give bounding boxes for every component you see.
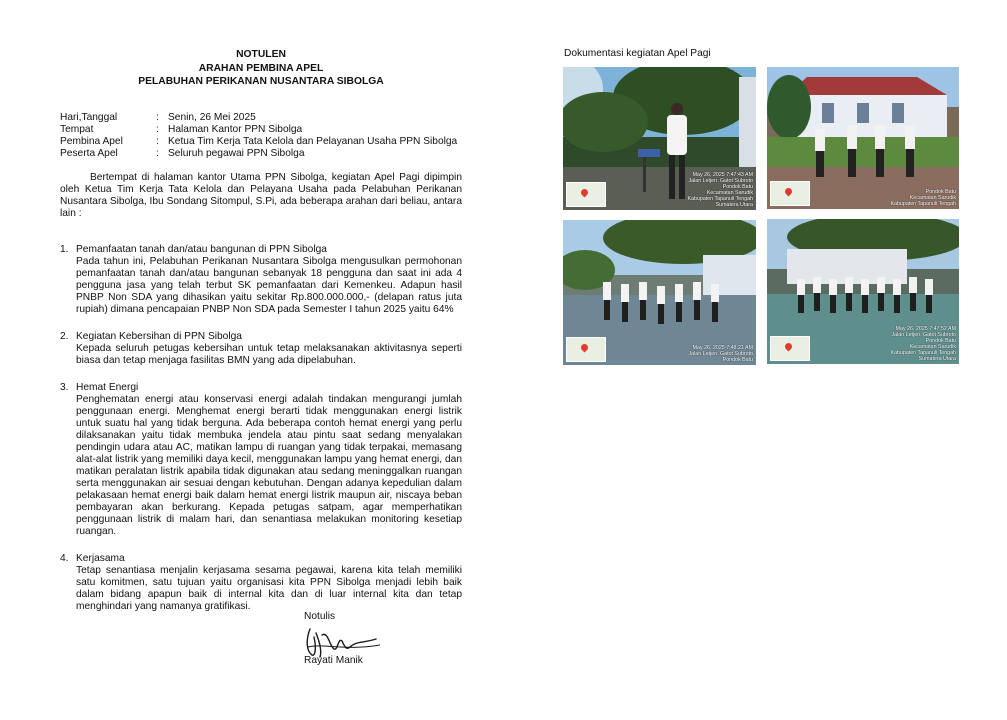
geotag-line: Jalan Letjen. Gatot Subroto <box>891 332 956 338</box>
meta-separator: : <box>156 111 159 123</box>
photo-geotag <box>891 326 957 362</box>
meta-row-date <box>60 112 462 124</box>
section-title: Pemanfaatan tanah dan/atau bangunan di PPN Sibolga <box>76 243 327 255</box>
photo-geotag <box>689 345 754 363</box>
section-title: Kegiatan Kebersihan di PPN Sibolga <box>76 330 242 342</box>
section-3 <box>60 382 462 538</box>
geotag-line: Kabupaten Tapanuli Tengah <box>687 196 753 202</box>
section-1 <box>60 244 462 316</box>
geotag-line: Pondok Batu <box>722 357 753 363</box>
signature-block <box>304 611 384 667</box>
meta-table <box>60 112 462 160</box>
section-number: 4. <box>60 552 69 564</box>
meta-separator: : <box>156 135 159 147</box>
meta-value: Senin, 26 Mei 2025 <box>168 111 256 123</box>
geotag-line: Kecamatan Sarudik <box>909 195 956 201</box>
map-pin-icon <box>784 187 794 197</box>
photo-geotag <box>891 189 957 207</box>
signature-name: Rayati Manik <box>304 655 363 666</box>
signature-role: Notulis <box>304 611 336 622</box>
geotag-line: Kabupaten Tapanuli Tengah <box>890 350 956 356</box>
meta-row-place <box>60 124 462 136</box>
section-4 <box>60 553 462 613</box>
geotag-line: Pondok Batu <box>925 338 956 344</box>
meta-separator: : <box>156 147 159 159</box>
section-number: 3. <box>60 381 69 393</box>
section-title: Kerjasama <box>76 552 125 564</box>
meta-row-participants <box>60 148 462 160</box>
header-subtitle: ARAHAN PEMBINA APEL <box>198 62 324 74</box>
geotag-line: May 26, 2025 7:47:52 AM <box>895 326 956 332</box>
meta-label: Peserta Apel <box>60 147 118 159</box>
section-2 <box>60 331 462 367</box>
geotag-line: May 26, 2025 7:47:43 AM <box>692 172 753 178</box>
meta-row-leader <box>60 136 462 148</box>
section-number: 2. <box>60 330 69 342</box>
meta-label: Hari,Tanggal <box>60 111 118 123</box>
header-institution: PELABUHAN PERIKANAN NUSANTARA SIBOLGA <box>138 76 384 87</box>
header-title: NOTULEN <box>236 49 286 60</box>
photo-4 <box>767 219 959 364</box>
photo-3 <box>563 220 756 365</box>
location-map-thumbnail <box>770 336 810 361</box>
geotag-line: Sumatera Utara <box>715 202 753 208</box>
geotag-line: Sumatera Utara <box>918 356 956 362</box>
section-body: Penghematan energi atau konservasi energi adalah tindakan mengurangi jumlah penggunaan energi. Menghemat energi berarti tidak menggunakan energi listrik untuk suatu hal yang tidak berguna. Ada beberapa contoh hemat energi yang perlu dilaksanakan yaitu tidak membuka jendela atau pintu saat sedang menyalakan pendingin udara atau AC, matikan lampu di ruangan yang tidak terpakai, memasang alat-alat listrik yang memiliki daya kecil, menggunakan lampu yang hemat energi, dan matikan peralatan listrik apabila tidak digunakan atau sedang meninggalkan ruangan serta menggunakan air sesuai dengan kebutuhan. Dengan adanya kepedulian dalam pelakasaan hemat energi baik dalam hemat energi listrik maupun air, niscaya beban pembayaran akan berkurang. Kepada petugas satpam, agar memperhatikan penggunaan listrik di malam hari, dan senantiasa melakukan monitoring kesetiap ruangan. <box>76 393 462 537</box>
meta-value: Ketua Tim Kerja Tata Kelola dan Pelayanan Usaha PPN Sibolga <box>168 135 458 147</box>
meta-label: Pembina Apel <box>60 135 123 147</box>
section-number: 1. <box>60 243 69 255</box>
meta-value: Seluruh pegawai PPN Sibolga <box>168 147 305 159</box>
meta-label: Tempat <box>60 123 94 135</box>
geotag-line: Kecamatan Sarudik <box>909 344 956 350</box>
location-map-thumbnail <box>770 181 810 206</box>
geotag-line: May 26, 2025 7:48:21 AM <box>692 345 753 351</box>
location-map-thumbnail <box>566 182 606 207</box>
photo-1 <box>563 67 756 210</box>
location-map-thumbnail <box>566 337 606 362</box>
section-body: Pada tahun ini, Pelabuhan Perikanan Nusantara Sibolga mengusulkan permohonan pemanfaatan tanah dan/atau bangunan sebanyak 18 pengguna dan saat ini ada 4 pengguna jasa yang telah terbut SK pemanfaatan dari Kemenkeu. Adapun hasil PNBP Non SDA yang dihasikan yaitu sekitar Rp.800.000.000,- (delapan ratus juta rupiah) dimana pencapaian PNBP Non SDA pada Semester I tahun 2025 yaitu 64% <box>76 255 462 315</box>
section-body: Kepada seluruh petugas kebersihan untuk tetap melaksanakan aktivitasnya seperti biasa dan tetap menjaga fasilitas BMN yang ada dipelabuhan. <box>76 342 462 366</box>
meta-value: Halaman Kantor PPN Sibolga <box>168 123 303 135</box>
document-header <box>60 48 462 89</box>
section-body: Tetap senantiasa menjalin kerjasama sesama pegawai, karena kita telah memiliki satu komitmen, satu tujuan yaitu organisasi kita PPN Sibolga menjadi lebih baik dalam bidang apapun baik di internal kita dan di luar internal kita dan tetap menghindari yang namanya gratifikasi. <box>76 564 462 612</box>
meta-separator: : <box>156 123 159 135</box>
geotag-line: Jalan Letjen. Gatot Subroto <box>688 178 753 184</box>
map-pin-icon <box>580 343 590 353</box>
map-pin-icon <box>580 188 590 198</box>
geotag-line: Jalan Letjen. Gatot Subroto <box>688 351 753 357</box>
geotag-line: Kecamatan Sarudik <box>706 190 753 196</box>
geotag-line: Pondok Batu <box>925 189 956 195</box>
section-title: Hemat Energi <box>76 381 139 393</box>
map-pin-icon <box>784 342 794 352</box>
intro-paragraph: Bertempat di halaman kantor Utama PPN Sibolga, kegiatan Apel Pagi dipimpin oleh Ketua Tim Kerja Tata Kelola dan Pelayana Usaha pada Pelabuhan Perikanan Nusantara Sibolga, Ibu Sondang Sitompul, S.Pi, ada beberapa arahan dari beliau, antara lain : <box>60 171 462 219</box>
minutes-document <box>60 48 462 613</box>
photo-2 <box>767 67 959 209</box>
documentation-title: Dokumentasi kegiatan Apel Pagi <box>564 48 711 59</box>
geotag-line: Pondok Batu <box>722 184 753 190</box>
photo-geotag <box>688 172 754 208</box>
geotag-line: Kabupaten Tapanuli Tengah <box>890 201 956 207</box>
